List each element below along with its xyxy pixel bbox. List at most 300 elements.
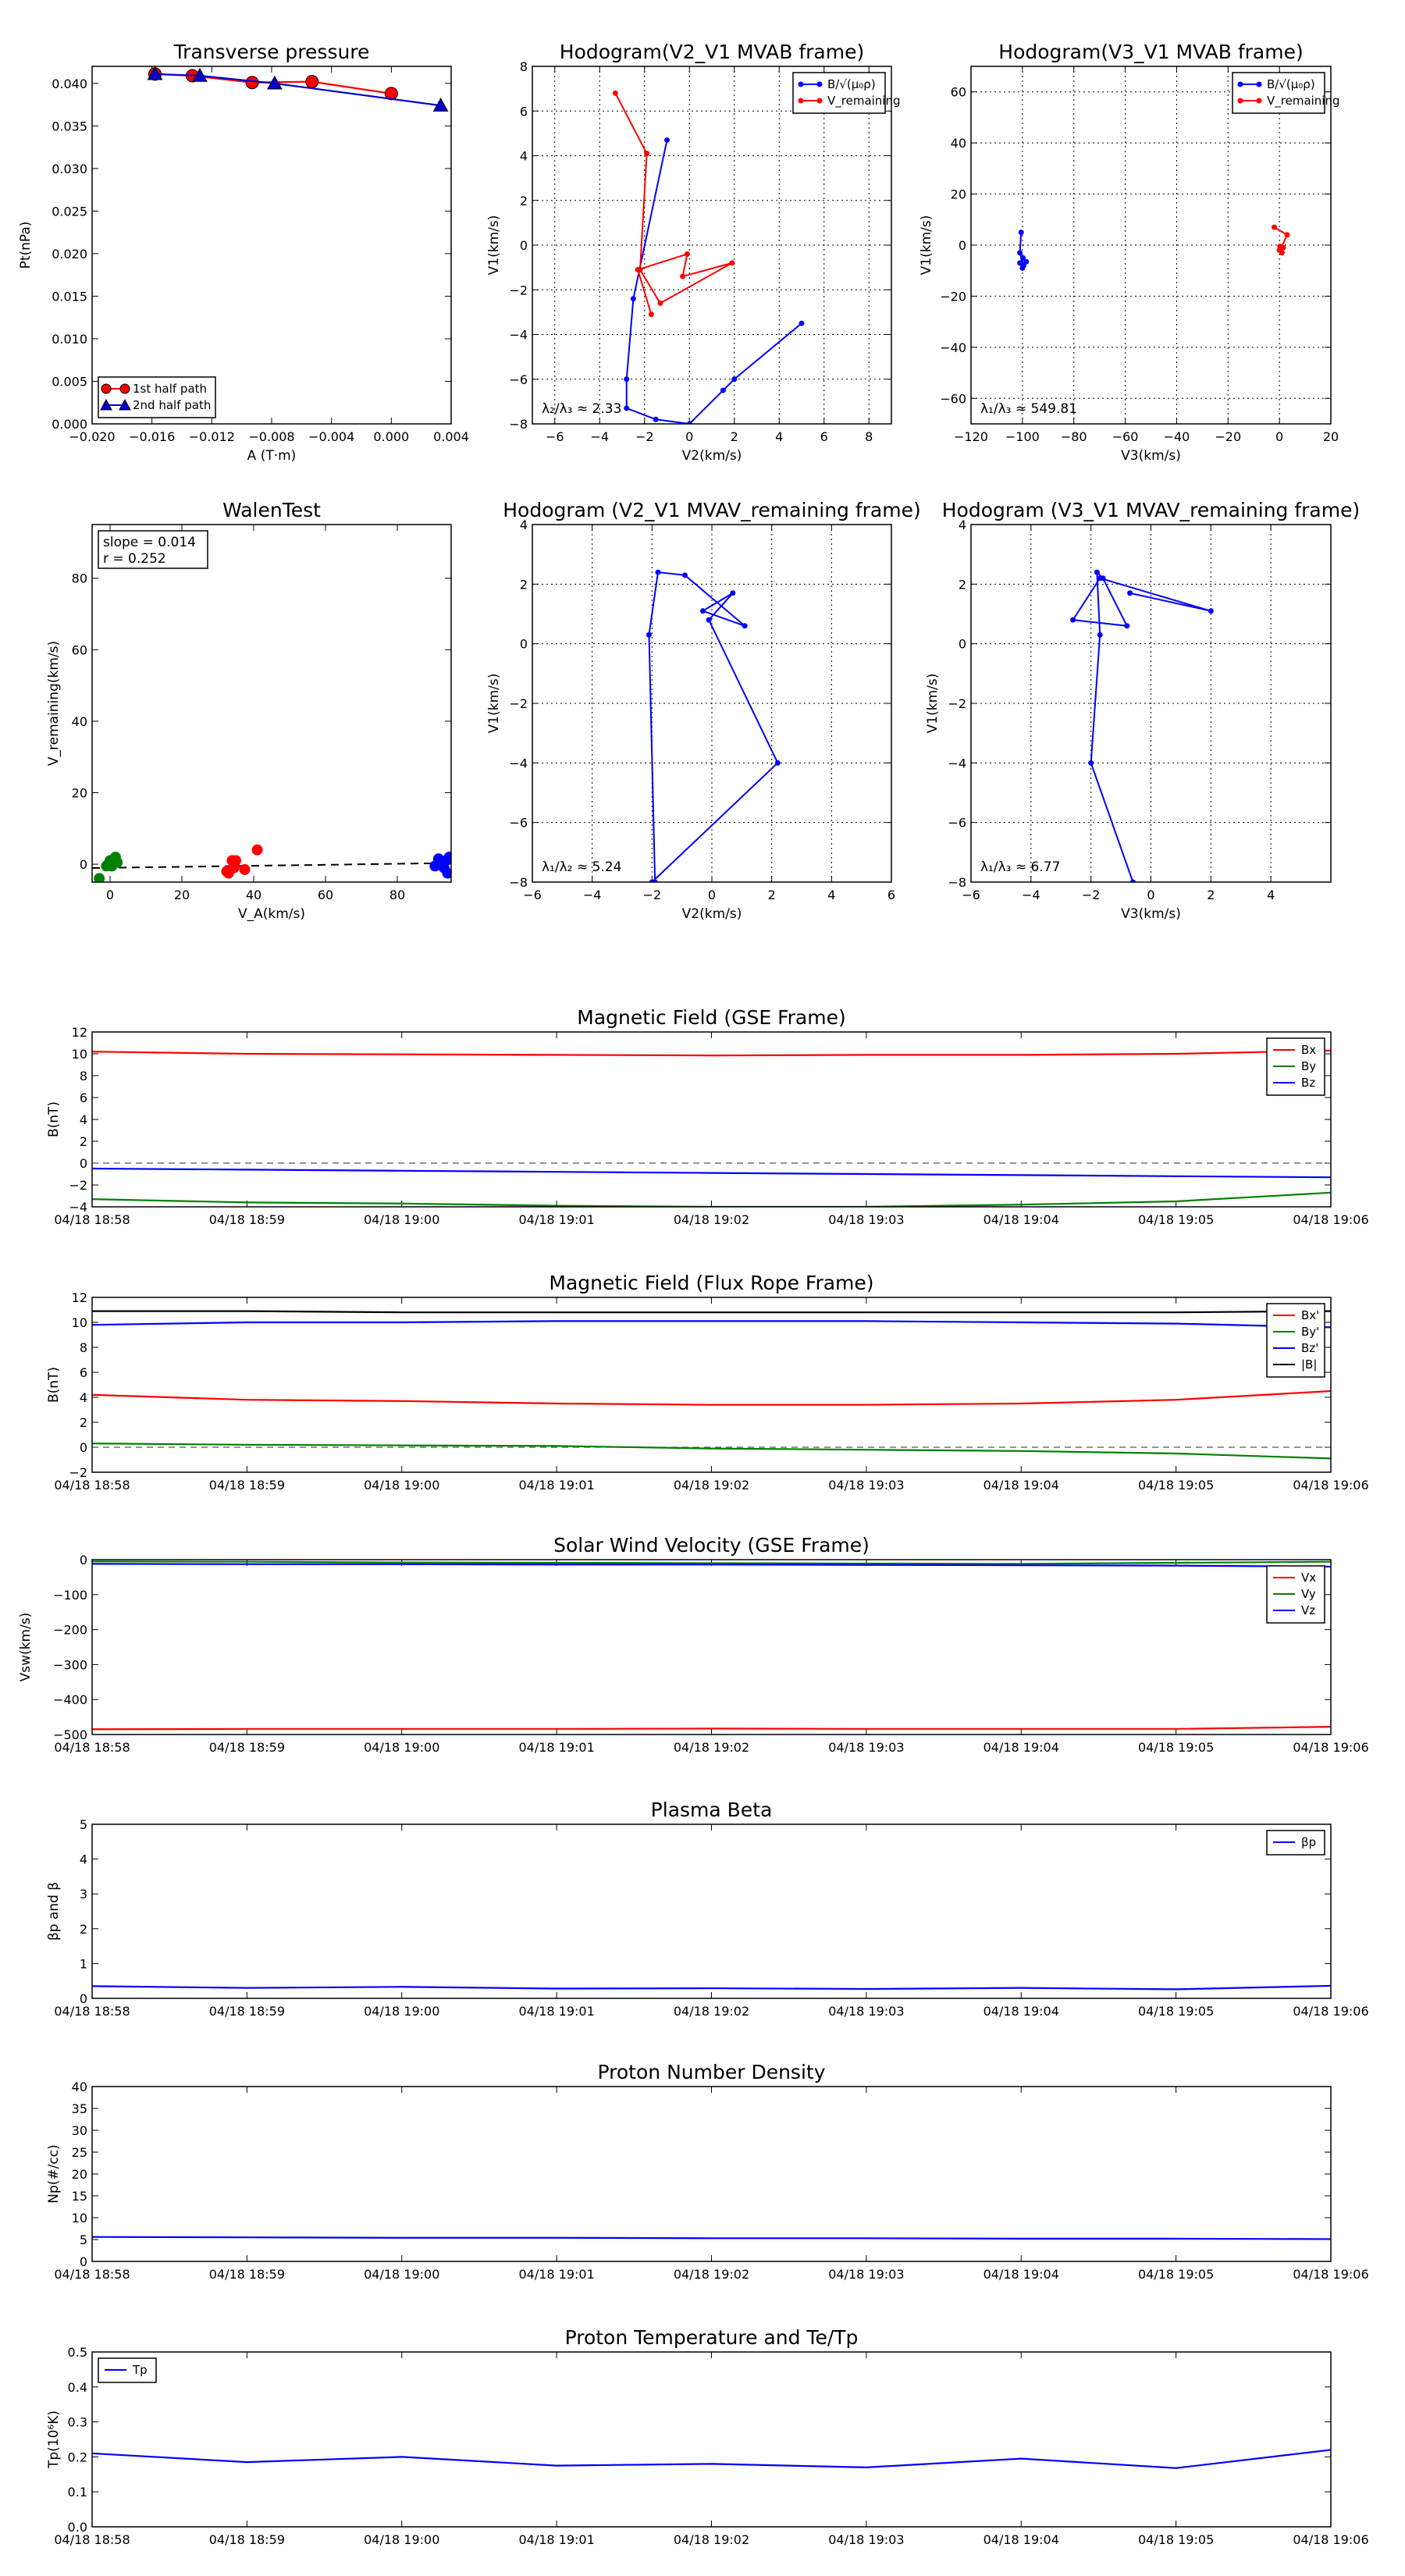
legend-marker bbox=[101, 384, 111, 393]
y-tick-label: 80 bbox=[71, 571, 87, 586]
data-point bbox=[306, 76, 318, 88]
y-tick-label: 2 bbox=[519, 577, 528, 592]
y-tick-label: 0 bbox=[79, 2254, 87, 2269]
data-point bbox=[624, 405, 629, 411]
legend-marker bbox=[1238, 82, 1243, 87]
x-tick-label: 04/18 19:02 bbox=[673, 1478, 750, 1493]
data-point bbox=[1070, 617, 1076, 623]
x-tick-label: −2 bbox=[1081, 888, 1101, 902]
data-point bbox=[730, 590, 735, 596]
panel-mag_fr bbox=[46, 1272, 1369, 1493]
plot-area bbox=[92, 845, 455, 884]
x-tick-label: 04/18 19:06 bbox=[1293, 1740, 1369, 1755]
legend-marker bbox=[1257, 82, 1262, 87]
y-axis-label: V_remaining(km/s) bbox=[46, 640, 62, 767]
series-line-0 bbox=[92, 1391, 1331, 1405]
x-tick-label: 40 bbox=[245, 888, 262, 902]
legend-label: By bbox=[1301, 1059, 1317, 1073]
y-tick-label: −6 bbox=[509, 372, 528, 387]
x-tick-label: −40 bbox=[1163, 429, 1190, 444]
plot-area bbox=[148, 67, 448, 112]
x-tick-label: 04/18 19:03 bbox=[828, 1478, 905, 1493]
x-tick-label: 04/18 19:06 bbox=[1293, 2532, 1369, 2547]
x-tick-label: 04/18 19:01 bbox=[518, 1740, 595, 1755]
y-tick-label: 0.0 bbox=[67, 2520, 87, 2535]
x-tick-label: 2 bbox=[1207, 888, 1215, 902]
chart-title: Hodogram (V2_V1 MVAV_remaining frame) bbox=[503, 499, 921, 521]
x-tick-label: 04/18 19:05 bbox=[1137, 2267, 1215, 2282]
x-tick-label: 04/18 19:03 bbox=[828, 2532, 905, 2547]
y-tick-label: 0.5 bbox=[67, 2345, 87, 2360]
y-axis-label: Np(#/cc) bbox=[46, 2144, 62, 2204]
legend-label: Vz bbox=[1301, 1603, 1316, 1617]
y-tick-label: 0.000 bbox=[52, 417, 87, 432]
panel-walen bbox=[46, 499, 455, 922]
legend-marker bbox=[120, 384, 130, 393]
legend-label: Vx bbox=[1301, 1571, 1317, 1585]
x-tick-label: −0.016 bbox=[129, 429, 176, 444]
data-point bbox=[439, 863, 450, 873]
y-axis-label: Tp(10⁶K) bbox=[46, 2410, 62, 2469]
chart-title: Hodogram(V3_V1 MVAB frame) bbox=[998, 41, 1304, 63]
y-axis-label: B(nT) bbox=[46, 1101, 62, 1138]
data-point bbox=[682, 572, 688, 578]
x-tick-label: 6 bbox=[887, 888, 896, 902]
x-tick-label: 04/18 19:03 bbox=[828, 1740, 905, 1755]
y-tick-label: 2 bbox=[519, 193, 528, 208]
axes-frame bbox=[92, 1560, 1331, 1735]
legend bbox=[793, 73, 901, 113]
plot-area bbox=[92, 1311, 1331, 1459]
data-point bbox=[1097, 575, 1103, 581]
legend-marker bbox=[799, 98, 804, 104]
y-tick-label: −4 bbox=[69, 1200, 87, 1215]
legend-label: βp bbox=[1301, 1835, 1317, 1849]
y-tick-label: 5 bbox=[79, 2233, 87, 2247]
y-tick-label: 40 bbox=[71, 713, 87, 729]
x-tick-label: −100 bbox=[1005, 429, 1040, 444]
legend bbox=[1232, 73, 1340, 113]
ratio-annotation: λ₁/λ₃ ≈ 549.81 bbox=[980, 401, 1078, 417]
x-tick-label: −0.020 bbox=[69, 429, 116, 444]
x-tick-label: 4 bbox=[827, 888, 836, 902]
x-axis-label: A (T·m) bbox=[247, 448, 297, 464]
data-point bbox=[649, 311, 654, 317]
y-tick-label: 0 bbox=[79, 1156, 87, 1171]
data-point bbox=[799, 321, 805, 326]
x-tick-label: 04/18 19:03 bbox=[828, 2267, 905, 2282]
chart-title: Solar Wind Velocity (GSE Frame) bbox=[553, 1534, 870, 1557]
x-tick-label: 04/18 19:00 bbox=[364, 1740, 440, 1755]
y-tick-label: 4 bbox=[519, 518, 528, 532]
x-tick-label: 04/18 19:05 bbox=[1137, 2532, 1215, 2547]
plot-area bbox=[92, 2450, 1331, 2467]
data-point bbox=[1094, 570, 1100, 575]
y-tick-label: 40 bbox=[71, 2080, 87, 2094]
y-tick-label: −8 bbox=[509, 417, 528, 432]
x-tick-label: −60 bbox=[1112, 429, 1139, 444]
x-tick-label: 04/18 19:00 bbox=[364, 2267, 440, 2282]
legend-label: V_remaining bbox=[827, 94, 901, 108]
x-tick-label: −0.012 bbox=[188, 429, 235, 444]
y-tick-label: 60 bbox=[71, 642, 87, 658]
x-tick-label: 0 bbox=[105, 888, 115, 902]
y-tick-label: 10 bbox=[71, 1315, 87, 1330]
legend-label: B/√(μ₀ρ) bbox=[1267, 77, 1315, 91]
y-tick-label: 0 bbox=[519, 238, 528, 253]
data-point bbox=[613, 91, 618, 96]
data-point bbox=[631, 296, 636, 301]
plot-area bbox=[92, 1561, 1331, 1729]
x-tick-label: 0.000 bbox=[373, 429, 410, 444]
x-tick-label: 04/18 19:06 bbox=[1293, 2004, 1369, 2019]
y-tick-label: 8 bbox=[79, 1340, 87, 1355]
x-tick-label: 20 bbox=[1322, 429, 1339, 444]
x-tick-label: 04/18 19:04 bbox=[983, 1212, 1059, 1227]
y-tick-label: −20 bbox=[940, 289, 966, 304]
x-tick-label: 04/18 19:05 bbox=[1137, 1478, 1215, 1493]
data-point bbox=[635, 267, 641, 272]
y-tick-label: 20 bbox=[950, 187, 966, 202]
legend bbox=[98, 2358, 156, 2382]
y-tick-label: 8 bbox=[79, 1069, 87, 1083]
y-axis-label: Pt(nPa) bbox=[18, 221, 34, 269]
y-axis-label: V1(km/s) bbox=[486, 215, 502, 276]
x-tick-label: 6 bbox=[820, 429, 828, 444]
y-tick-label: 0.005 bbox=[52, 374, 87, 390]
y-tick-label: 0.030 bbox=[52, 161, 87, 176]
x-tick-label: 04/18 18:59 bbox=[208, 1740, 286, 1755]
data-point bbox=[103, 859, 114, 870]
x-tick-label: 04/18 19:00 bbox=[364, 1212, 440, 1227]
x-tick-label: 0 bbox=[1147, 888, 1155, 902]
y-tick-label: −40 bbox=[940, 340, 966, 355]
data-point bbox=[1285, 232, 1290, 237]
x-tick-label: 04/18 18:59 bbox=[208, 1212, 286, 1227]
y-tick-label: 0.010 bbox=[52, 331, 87, 347]
series-line-0 bbox=[92, 1051, 1331, 1055]
x-tick-label: −0.004 bbox=[308, 429, 355, 444]
legend-marker bbox=[817, 98, 823, 104]
x-tick-label: −0.008 bbox=[248, 429, 295, 444]
x-tick-label: 20 bbox=[173, 888, 190, 902]
y-tick-label: 4 bbox=[79, 1390, 87, 1405]
y-tick-label: 10 bbox=[71, 2211, 87, 2226]
legend bbox=[1267, 1831, 1325, 1855]
chart-title: WalenTest bbox=[222, 499, 321, 521]
legend-label: V_remaining bbox=[1267, 94, 1340, 108]
x-tick-label: 2 bbox=[767, 888, 776, 902]
x-tick-label: −2 bbox=[635, 429, 654, 444]
x-tick-label: −6 bbox=[523, 888, 542, 902]
axes-frame bbox=[92, 525, 451, 882]
fit-line bbox=[92, 863, 451, 868]
plot-area bbox=[1070, 570, 1214, 885]
y-tick-label: 0 bbox=[958, 238, 966, 253]
y-tick-label: 30 bbox=[71, 2123, 87, 2138]
legend bbox=[98, 377, 215, 418]
legend-label: B/√(μ₀ρ) bbox=[827, 77, 876, 91]
chart-title: Plasma Beta bbox=[650, 1799, 773, 1821]
ratio-annotation: λ₁/λ₃ ≈ 6.77 bbox=[980, 859, 1061, 875]
x-tick-label: 04/18 19:02 bbox=[673, 2004, 750, 2019]
y-tick-label: 40 bbox=[950, 136, 966, 151]
data-point bbox=[1088, 760, 1094, 766]
x-tick-label: 04/18 19:02 bbox=[673, 1740, 750, 1755]
series-line-0 bbox=[649, 572, 778, 882]
plot-area bbox=[92, 1051, 1331, 1207]
x-tick-label: 04/18 19:01 bbox=[518, 1212, 595, 1227]
x-tick-label: 04/18 19:00 bbox=[364, 2532, 440, 2547]
data-point bbox=[1277, 244, 1282, 249]
x-tick-label: 8 bbox=[865, 429, 873, 444]
y-tick-label: −2 bbox=[69, 1178, 87, 1193]
y-tick-label: 4 bbox=[519, 148, 528, 164]
legend-label: 2nd half path bbox=[133, 398, 212, 412]
x-tick-label: 04/18 19:05 bbox=[1137, 1740, 1215, 1755]
plot-area bbox=[92, 2237, 1331, 2240]
x-tick-label: 04/18 18:59 bbox=[208, 2532, 286, 2547]
y-tick-label: −6 bbox=[509, 815, 528, 831]
x-axis-label: V3(km/s) bbox=[1121, 906, 1181, 922]
plot-area bbox=[646, 570, 781, 885]
y-tick-label: 0.4 bbox=[67, 2379, 87, 2395]
data-point bbox=[731, 376, 737, 382]
y-tick-label: 15 bbox=[71, 2189, 87, 2204]
x-tick-label: 0 bbox=[707, 888, 717, 902]
chart-title: Transverse pressure bbox=[173, 41, 370, 63]
panel-h2 bbox=[919, 41, 1340, 464]
panel-mag_gse bbox=[46, 1006, 1369, 1227]
data-point bbox=[1097, 632, 1103, 638]
data-point bbox=[775, 760, 781, 766]
x-tick-label: 04/18 19:06 bbox=[1293, 1478, 1369, 1493]
y-tick-label: −6 bbox=[948, 815, 966, 831]
y-tick-label: 8 bbox=[519, 59, 528, 74]
x-tick-label: 04/18 19:06 bbox=[1293, 2267, 1369, 2282]
y-tick-label: −300 bbox=[53, 1657, 87, 1673]
y-tick-label: 1 bbox=[79, 1956, 87, 1972]
series-line-0 bbox=[92, 1727, 1331, 1729]
legend-label: Vy bbox=[1301, 1587, 1316, 1601]
y-tick-label: −60 bbox=[940, 391, 966, 407]
panel-h3 bbox=[486, 499, 921, 922]
series-line-2 bbox=[92, 1321, 1331, 1327]
y-tick-label: 60 bbox=[950, 84, 966, 100]
chart-title: Magnetic Field (Flux Rope Frame) bbox=[549, 1272, 874, 1294]
y-tick-label: 4 bbox=[79, 1112, 87, 1127]
x-tick-label: 04/18 19:04 bbox=[983, 2004, 1059, 2019]
panel-beta bbox=[46, 1799, 1369, 2019]
x-tick-label: −2 bbox=[642, 888, 662, 902]
x-tick-label: 04/18 18:58 bbox=[54, 2532, 130, 2547]
axes-frame bbox=[92, 1032, 1331, 1207]
y-tick-label: 20 bbox=[71, 785, 87, 801]
x-tick-label: −6 bbox=[545, 429, 564, 444]
x-tick-label: 04/18 19:02 bbox=[673, 2267, 750, 2282]
x-tick-label: 04/18 18:58 bbox=[54, 1212, 130, 1227]
y-tick-label: 12 bbox=[71, 1025, 87, 1040]
x-tick-label: 04/18 19:03 bbox=[828, 2004, 905, 2019]
y-tick-label: −8 bbox=[509, 875, 528, 890]
x-tick-label: 04/18 19:04 bbox=[983, 2267, 1059, 2282]
data-point bbox=[656, 570, 661, 575]
y-tick-label: 12 bbox=[71, 1290, 87, 1305]
x-tick-label: −6 bbox=[962, 888, 980, 902]
x-tick-label: 04/18 19:02 bbox=[673, 1212, 750, 1227]
y-tick-label: 2 bbox=[79, 1921, 87, 1937]
legend-marker bbox=[817, 82, 823, 87]
data-point bbox=[240, 864, 251, 875]
x-tick-label: 04/18 19:01 bbox=[518, 2532, 595, 2547]
x-tick-label: −80 bbox=[1060, 429, 1087, 444]
y-axis-label: Vsw(km/s) bbox=[18, 1612, 34, 1682]
data-point bbox=[1020, 255, 1026, 261]
series-line-0 bbox=[1073, 572, 1211, 882]
x-tick-label: −4 bbox=[590, 429, 610, 444]
x-tick-label: 04/18 18:59 bbox=[208, 2267, 286, 2282]
x-tick-label: 04/18 18:58 bbox=[54, 2004, 130, 2019]
y-tick-label: −4 bbox=[509, 756, 528, 771]
data-point bbox=[1127, 590, 1133, 596]
plot-area bbox=[1017, 225, 1289, 271]
x-tick-label: 04/18 19:01 bbox=[518, 2267, 595, 2282]
stats-text: r = 0.252 bbox=[103, 551, 166, 567]
x-axis-label: V2(km/s) bbox=[681, 906, 742, 922]
y-tick-label: 0.020 bbox=[52, 246, 87, 262]
stats-text: slope = 0.014 bbox=[103, 535, 196, 550]
data-point bbox=[1019, 229, 1024, 235]
data-point bbox=[657, 301, 663, 306]
data-point bbox=[700, 608, 706, 614]
y-tick-label: 5 bbox=[79, 1817, 87, 1832]
data-point bbox=[680, 274, 685, 279]
x-tick-label: 04/18 18:59 bbox=[208, 1478, 286, 1493]
y-tick-label: 0 bbox=[79, 1440, 87, 1455]
series-line-3 bbox=[92, 1311, 1331, 1313]
series-line-0 bbox=[92, 2237, 1331, 2240]
y-tick-label: −4 bbox=[509, 327, 528, 343]
x-tick-label: 04/18 18:58 bbox=[54, 1478, 130, 1493]
x-tick-label: 04/18 19:00 bbox=[364, 2004, 440, 2019]
x-tick-label: 04/18 18:59 bbox=[208, 2004, 286, 2019]
data-point bbox=[685, 251, 690, 257]
x-tick-label: 04/18 19:04 bbox=[983, 1740, 1059, 1755]
legend-label: Bx bbox=[1301, 1043, 1317, 1057]
data-point bbox=[644, 151, 649, 156]
y-tick-label: −2 bbox=[509, 283, 528, 298]
legend bbox=[1267, 1038, 1325, 1095]
y-axis-label: B(nT) bbox=[46, 1366, 62, 1404]
y-tick-label: 6 bbox=[519, 104, 528, 119]
y-tick-label: 0.1 bbox=[67, 2485, 87, 2500]
y-tick-label: −8 bbox=[948, 875, 966, 890]
y-tick-label: 6 bbox=[79, 1365, 87, 1380]
y-tick-label: 0 bbox=[79, 1991, 87, 2006]
x-tick-label: 0 bbox=[1275, 429, 1284, 444]
y-tick-label: 0 bbox=[519, 636, 528, 652]
y-tick-label: 2 bbox=[79, 1415, 87, 1430]
x-tick-label: 0 bbox=[685, 429, 694, 444]
chart-title: Magnetic Field (GSE Frame) bbox=[577, 1006, 846, 1029]
data-point bbox=[624, 376, 629, 382]
chart-title: Proton Temperature and Te/Tp bbox=[564, 2326, 859, 2349]
data-point bbox=[664, 137, 670, 143]
panel-vsw bbox=[18, 1534, 1369, 1755]
panel-tp bbox=[18, 41, 469, 464]
panel-h4 bbox=[925, 499, 1360, 922]
y-tick-label: 3 bbox=[79, 1887, 87, 1902]
legend-marker bbox=[1257, 98, 1262, 104]
data-point bbox=[252, 845, 263, 856]
y-tick-label: 6 bbox=[79, 1091, 87, 1105]
y-tick-label: −2 bbox=[509, 696, 528, 711]
x-tick-label: 2 bbox=[730, 429, 738, 444]
x-tick-label: 04/18 19:03 bbox=[828, 1212, 905, 1227]
y-tick-label: 35 bbox=[71, 2101, 87, 2116]
y-tick-label: 0.2 bbox=[67, 2450, 87, 2465]
y-tick-label: 0.025 bbox=[52, 204, 87, 219]
x-tick-label: 4 bbox=[775, 429, 784, 444]
panel-np bbox=[46, 2061, 1369, 2282]
x-tick-label: 04/18 19:01 bbox=[518, 2004, 595, 2019]
y-tick-label: 25 bbox=[71, 2145, 87, 2160]
data-point bbox=[229, 863, 240, 873]
ratio-annotation: λ₂/λ₃ ≈ 2.33 bbox=[542, 401, 622, 417]
y-tick-label: −2 bbox=[948, 696, 966, 711]
legend-marker bbox=[1238, 98, 1243, 104]
series-line-0 bbox=[92, 1986, 1331, 1989]
x-axis-label: V3(km/s) bbox=[1121, 448, 1181, 464]
x-tick-label: −20 bbox=[1215, 429, 1242, 444]
y-tick-label: −500 bbox=[53, 1727, 87, 1742]
y-tick-label: 0 bbox=[79, 1553, 87, 1567]
axes-frame bbox=[92, 2087, 1331, 2261]
legend bbox=[1267, 1566, 1325, 1623]
x-tick-label: 04/18 19:06 bbox=[1293, 1212, 1369, 1227]
series-line-2 bbox=[92, 1564, 1331, 1567]
x-axis-label: V2(km/s) bbox=[681, 448, 742, 464]
y-tick-label: 0 bbox=[79, 857, 87, 873]
plot-area bbox=[92, 1986, 1331, 1989]
x-tick-label: 04/18 19:04 bbox=[983, 1478, 1059, 1493]
x-tick-label: 80 bbox=[389, 888, 406, 902]
ratio-annotation: λ₁/λ₂ ≈ 5.24 bbox=[542, 859, 622, 875]
data-point bbox=[706, 617, 712, 623]
series-line-0 bbox=[92, 2450, 1331, 2467]
data-point bbox=[646, 632, 652, 638]
data-point bbox=[742, 623, 748, 628]
data-point bbox=[246, 76, 258, 89]
x-tick-label: 04/18 18:58 bbox=[54, 1740, 130, 1755]
data-point bbox=[1208, 608, 1214, 614]
data-point bbox=[1019, 265, 1025, 271]
x-tick-label: 04/18 19:05 bbox=[1137, 2004, 1215, 2019]
legend-marker bbox=[799, 82, 804, 87]
y-tick-label: −4 bbox=[948, 756, 966, 771]
chart-title: Hodogram (V3_V1 MVAV_remaining frame) bbox=[941, 499, 1361, 521]
axes-frame bbox=[92, 1824, 1331, 1998]
x-tick-label: 04/18 19:02 bbox=[673, 2532, 750, 2547]
x-tick-label: 4 bbox=[1267, 888, 1275, 902]
legend-label: Bz bbox=[1301, 1076, 1316, 1090]
y-tick-label: 0.040 bbox=[52, 76, 87, 91]
y-tick-label: 0.035 bbox=[52, 119, 87, 134]
x-tick-label: 04/18 19:04 bbox=[983, 2532, 1059, 2547]
x-axis-label: V_A(km/s) bbox=[237, 906, 306, 922]
data-point bbox=[729, 260, 735, 265]
y-axis-label: V1(km/s) bbox=[486, 673, 502, 734]
